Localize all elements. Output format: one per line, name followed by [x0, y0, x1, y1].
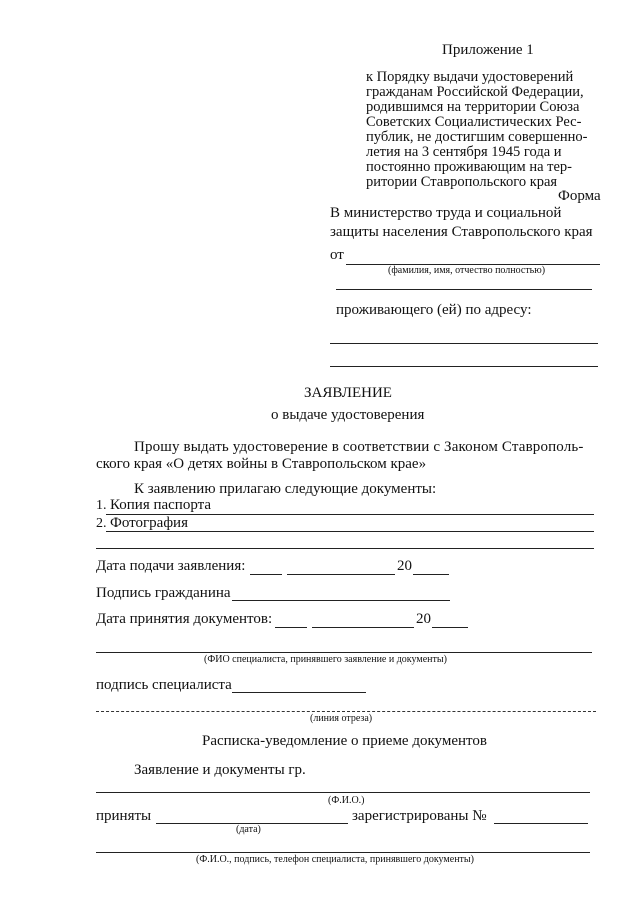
address-field-2[interactable]: [330, 366, 598, 367]
document-item-2-text: Фотография: [110, 515, 188, 531]
document-item-3-line[interactable]: [96, 548, 594, 549]
receipt-accepted-label: приняты: [96, 808, 152, 824]
page-title: ЗАЯВЛЕНИЕ: [304, 385, 392, 401]
document-item-2-line[interactable]: [106, 531, 594, 532]
form-label: Форма: [558, 188, 601, 204]
submission-year-field[interactable]: [413, 574, 449, 575]
receipt-number-field[interactable]: [494, 823, 588, 824]
submission-date-label: Дата подачи заявления:: [96, 558, 246, 574]
address-field-1[interactable]: [330, 343, 598, 344]
receipt-documents-of: Заявление и документы гр.: [134, 762, 306, 778]
from-name-field-2[interactable]: [336, 289, 592, 290]
page-subtitle: о выдаче удостоверения: [271, 407, 425, 423]
submission-month-field[interactable]: [287, 574, 395, 575]
request-line-1: Прошу выдать удостоверение в соответствии с Законом Ставрополь-: [134, 439, 584, 455]
request-line-2: ского края «О детях войны в Ставропольском крае»: [96, 456, 427, 472]
cut-line-caption: (линия отреза): [310, 713, 373, 724]
specialist-signature-label: подпись специалиста: [96, 677, 232, 693]
receipt-fio-caption: (Ф.И.О.): [328, 795, 365, 806]
specialist-signature-field[interactable]: [232, 692, 366, 693]
submission-day-field[interactable]: [250, 574, 282, 575]
residing-label: проживающего (ей) по адресу:: [336, 302, 532, 318]
cut-line: [96, 711, 596, 712]
appendix-line: ритории Ставропольского края: [366, 174, 558, 190]
appendix-line: публик, не достигшим совершенно-: [366, 129, 588, 145]
receipt-title: Расписка-уведомление о приеме документов: [202, 733, 487, 749]
receipt-registered-label: зарегистрированы №: [352, 808, 487, 824]
acceptance-date-label: Дата принятия документов:: [96, 611, 273, 627]
citizen-signature-label: Подпись гражданина: [96, 585, 231, 601]
receipt-date-caption: (дата): [236, 824, 261, 835]
acceptance-year-prefix: 20: [416, 611, 431, 627]
appendix-line: Советских Социалистических Рес-: [366, 114, 582, 130]
receipt-specialist-field[interactable]: [96, 852, 590, 853]
documents-intro: К заявлению прилагаю следующие документы:: [134, 481, 437, 497]
receipt-fio-field[interactable]: [96, 792, 590, 793]
appendix-line: постоянно проживающим на тер-: [366, 159, 572, 175]
specialist-caption: (ФИО специалиста, принявшего заявление и документы): [204, 654, 447, 665]
appendix-label: Приложение 1: [442, 42, 534, 58]
addressee-line-1: В министерство труда и социальной: [330, 205, 562, 221]
from-caption: (фамилия, имя, отчество полностью): [388, 265, 546, 276]
from-label: от: [330, 247, 344, 263]
appendix-line: летия на 3 сентября 1945 года и: [366, 144, 562, 160]
acceptance-day-field[interactable]: [275, 627, 307, 628]
document-item-2-num: 2.: [96, 516, 107, 531]
specialist-name-field[interactable]: [96, 652, 592, 653]
appendix-line: к Порядку выдачи удостоверений: [366, 69, 574, 85]
acceptance-month-field[interactable]: [312, 627, 414, 628]
acceptance-year-field[interactable]: [432, 627, 468, 628]
citizen-signature-field[interactable]: [232, 600, 450, 601]
addressee-line-2: защиты населения Ставропольского края: [330, 224, 593, 240]
receipt-specialist-caption: (Ф.И.О., подпись, телефон специалиста, принявшего документы): [196, 854, 474, 865]
document-item-1-text: Копия паспорта: [110, 497, 212, 513]
document-item-1-num: 1.: [96, 498, 107, 513]
appendix-line: гражданам Российской Федерации,: [366, 84, 584, 100]
appendix-line: родившимся на территории Союза: [366, 99, 580, 115]
appendix-description: [366, 70, 602, 190]
submission-year-prefix: 20: [397, 558, 412, 574]
